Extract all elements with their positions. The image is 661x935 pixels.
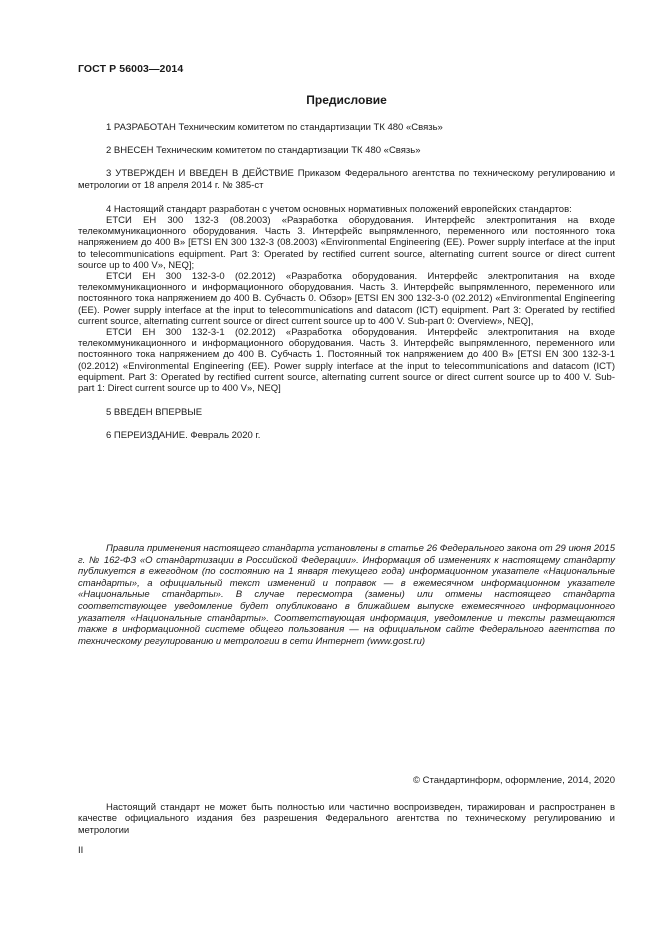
item-developed: 1 РАЗРАБОТАН Техническим комитетом по стандартизации ТК 480 «Связь» — [106, 122, 443, 133]
item-reissue: 6 ПЕРЕИЗДАНИЕ. Февраль 2020 г. — [106, 430, 261, 442]
foreword-body — [78, 122, 615, 442]
item-introduced-first: 5 ВВЕДЕН ВПЕРВЫЕ — [106, 407, 203, 419]
item-basis-ref-1: ЕТСИ ЕН 300 132-3 (08.2003) «Разработка оборудования. Интерфейс электропитания на входе телекоммуникационного оборудования. Часть 3. Интерфейс выпрямленного, переменного или постоянного тока напряжением до 400 В» [ETSI EN 300 132-3 (08.2003) «Environmental Engineering (EE). Power supply interface at the input to telecommunications equipment. Part 3: Operated by rectified current source, alternating current source or direct current source up to 400 V», NEQ]; — [78, 215, 615, 271]
application-rules-note: Правила применения настоящего стандарта установлены в статье 26 Федерального закона от 29 июня 2015 г. № 162-ФЗ «О стандартизации в Российской Федерации». Информация об изменениях к настоящему стандарту публикуется в ежегодном (по состоянию на 1 января текущего года) информационном указателе «Национальные стандарты», а официальный текст изменений и поправок — в ежемесячном информационном указателе «Национальные стандарты». В случае пересмотра (замены) или отмены настоящего стандарта соответствующее уведомление будет опубликовано в ближайшем выпуске ежемесячного информационного указателя «Национальные стандарты». Соответствующая информация, уведомление и тексты размещаются также в информационной системе общего пользования — на официальном сайте Федерального агентства по техническому регулированию и метрологии в сети Интернет (www.gost.ru) — [78, 543, 615, 647]
item-basis-intro: 4 Настоящий стандарт разработан с учетом основных нормативных положений европейских стандартов: — [106, 203, 572, 215]
reproduction-notice: Настоящий стандарт не может быть полностью или частично воспроизведен, тиражирован и распространен в качестве официального издания без разрешения Федерального агентства по техническому регулированию и метрологии — [78, 802, 615, 836]
item-approved: 3 УТВЕРЖДЕН И ВВЕДЕН В ДЕЙСТВИЕ Приказом Федерального агентства по техническому регулированию и метрологии от 18 апреля 2014 г. № 385-ст — [78, 168, 615, 191]
page-title: Предисловие — [306, 93, 387, 107]
page-number: II — [78, 845, 84, 856]
standard-code: ГОСТ Р 56003—2014 — [78, 63, 184, 75]
item-submitted: 2 ВНЕСЕН Техническим комитетом по стандартизации ТК 480 «Связь» — [106, 145, 421, 157]
item-basis-ref-3: ЕТСИ ЕН 300 132-3-1 (02.2012) «Разработка оборудования. Интерфейс электропитания на входе телекоммуникационного и информационного оборудования. Часть 3. Интерфейс выпрямленного, переменного или постоянного тока напряжением до 400 В. Субчасть 1. Постоянный ток напряжением до 400 В» [ETSI EN 300 132-3-1 (02.2012) «Environmental Engineering (EE). Power supply interface at the input to telecommunications and datacom (ICT) equipment. Part 3: Operated by rectified current source, alternating current source or direct current source up to 400 V. Sub-part 1: Direct current source up to 400 V», NEQ] — [78, 327, 615, 395]
item-basis-ref-2: ЕТСИ ЕН 300 132-3-0 (02.2012) «Разработка оборудования. Интерфейс электропитания на входе телекоммуникационного и информационного оборудования. Часть 3. Интерфейс выпрямленного, переменного или постоянного тока напряжением до 400 В. Субчасть 0. Обзор» [ETSI EN 300 132-3-0 (02.2012) «Environmental Engineering (EE). Power supply interface at the input to telecommunications and datacom (ICT) equipment. Part 3: Operated by rectified current source, alternating current source or direct current source up to 400 V. Sub-part 0: Overview», NEQ], — [78, 271, 615, 327]
copyright-line: © Стандартинформ, оформление, 2014, 2020 — [413, 775, 615, 786]
